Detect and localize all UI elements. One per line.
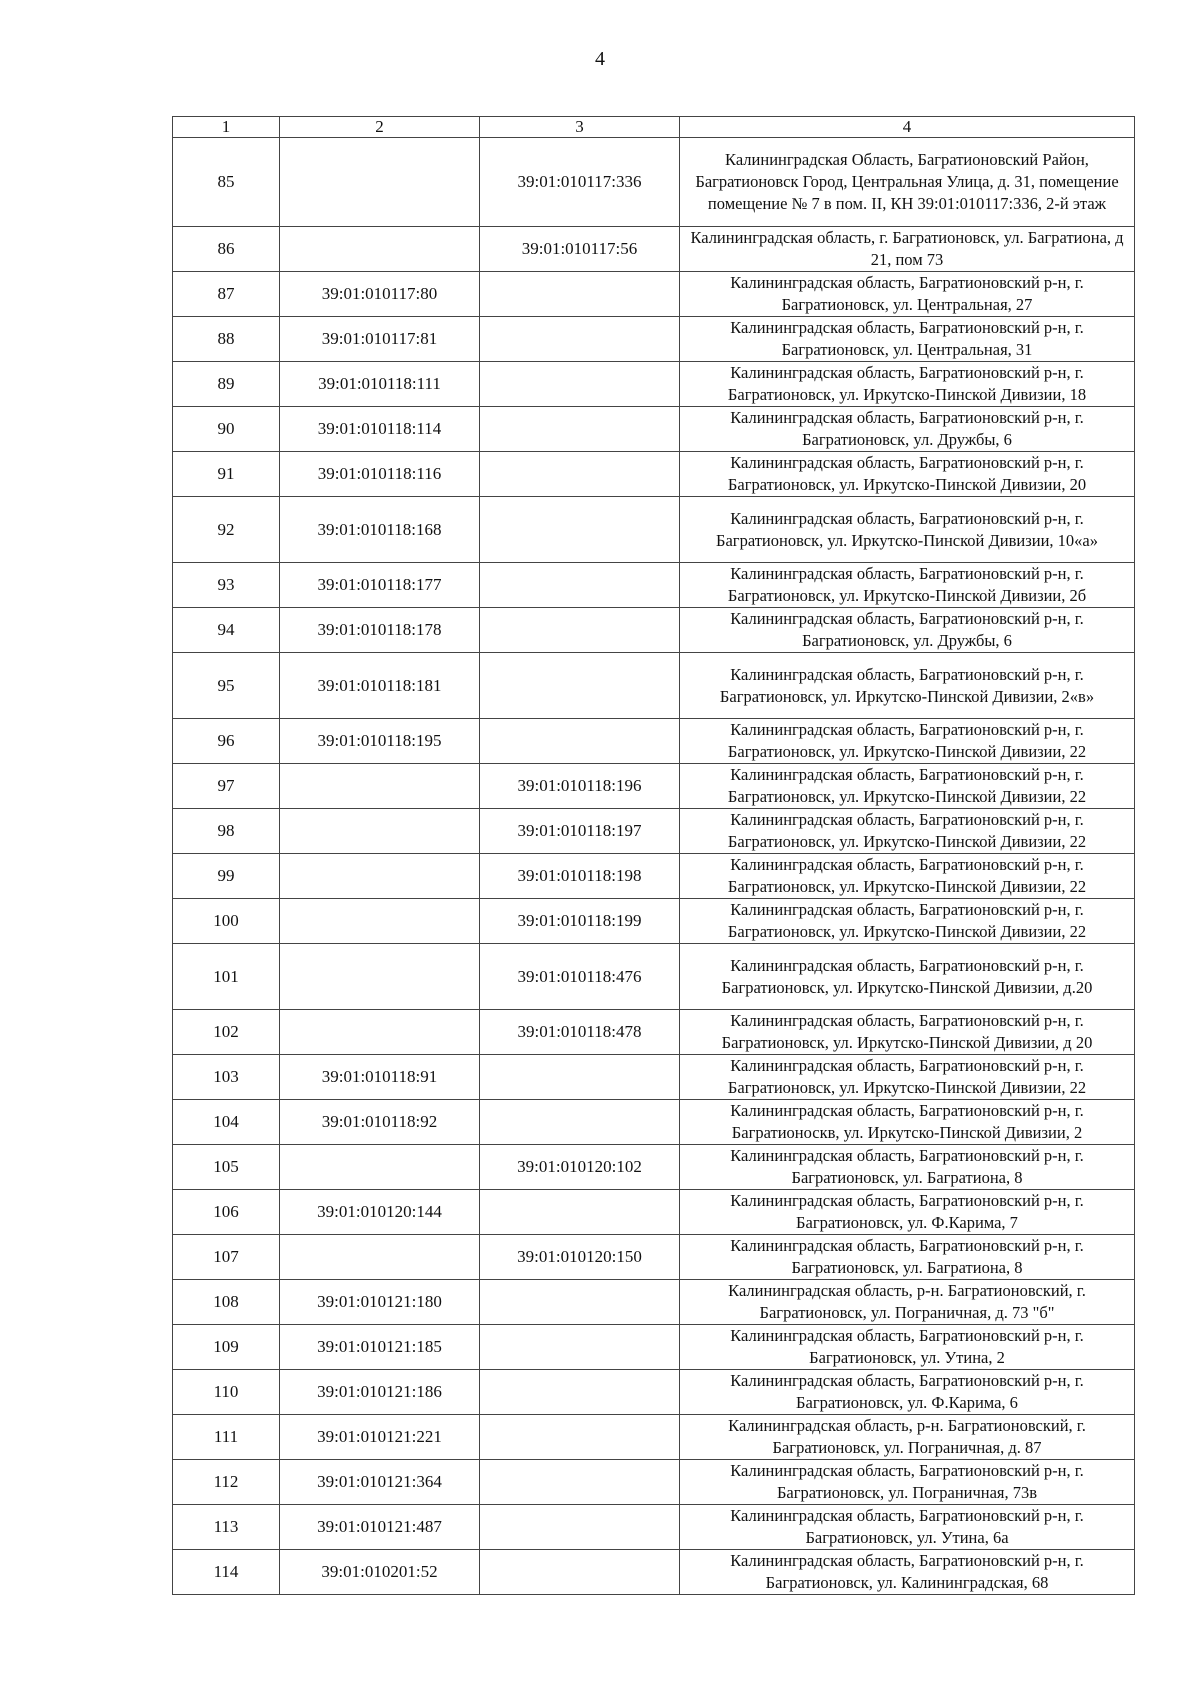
cadastral-number-cell	[480, 1370, 680, 1415]
table-row	[173, 497, 1135, 563]
cadastral-number-cell: 39:01:010117:80	[280, 272, 480, 317]
row-number-cell: 108	[173, 1280, 280, 1325]
cadastral-number-cell: 39:01:010118:92	[280, 1100, 480, 1145]
address-cell: Калининградская область, Багратионовский р-н, г. Багратионовск, ул. Иркутско-Пинской Дивизии, 20	[680, 452, 1135, 497]
cadastral-number-cell: 39:01:010118:198	[480, 854, 680, 899]
row-number-cell: 109	[173, 1325, 280, 1370]
cadastral-number-cell	[280, 138, 480, 227]
address-cell: Калининградская область, Багратионовский р-н, г. Багратионовск, ул. Иркутско-Пинской Дивизии, д.20	[680, 944, 1135, 1010]
table-row	[173, 1055, 1135, 1100]
cadastral-number-cell	[280, 854, 480, 899]
table-row	[173, 764, 1135, 809]
table-row	[173, 608, 1135, 653]
row-number-cell: 93	[173, 563, 280, 608]
cadastral-number-cell: 39:01:010118:114	[280, 407, 480, 452]
row-number-cell: 99	[173, 854, 280, 899]
row-number-cell: 89	[173, 362, 280, 407]
column-header: 2	[280, 117, 480, 138]
column-header: 3	[480, 117, 680, 138]
cadastral-number-cell: 39:01:010117:81	[280, 317, 480, 362]
cadastral-number-cell: 39:01:010117:336	[480, 138, 680, 227]
row-number-cell: 86	[173, 227, 280, 272]
cadastral-number-cell: 39:01:010120:102	[480, 1145, 680, 1190]
cadastral-number-cell	[480, 1055, 680, 1100]
table-row	[173, 1010, 1135, 1055]
address-cell: Калининградская область, Багратионовский р-н, г. Багратионовск, ул. Иркутско-Пинской Дивизии, 22	[680, 719, 1135, 764]
table-row	[173, 1415, 1135, 1460]
address-cell: Калининградская область, Багратионовский р-н, г. Багратионовск, ул. Иркутско-Пинской Дивизии, 2«в»	[680, 653, 1135, 719]
row-number-cell: 102	[173, 1010, 280, 1055]
row-number-cell: 94	[173, 608, 280, 653]
address-cell: Калининградская область, Багратионовский р-н, г. Багратионовск, ул. Иркутско-Пинской Дивизии, 18	[680, 362, 1135, 407]
cadastral-number-cell	[480, 608, 680, 653]
cadastral-number-cell: 39:01:010201:52	[280, 1550, 480, 1595]
address-cell: Калининградская область, Багратионовский р-н, г. Багратионовск, ул. Багратиона, 8	[680, 1235, 1135, 1280]
address-cell: Калининградская область, р-н. Багратионовский, г. Багратионовск, ул. Пограничная, д. 87	[680, 1415, 1135, 1460]
row-number-cell: 97	[173, 764, 280, 809]
row-number-cell: 100	[173, 899, 280, 944]
row-number-cell: 88	[173, 317, 280, 362]
cadastral-table	[172, 116, 1135, 1595]
cadastral-number-cell: 39:01:010121:221	[280, 1415, 480, 1460]
table-row	[173, 407, 1135, 452]
cadastral-number-cell	[480, 1550, 680, 1595]
table-row	[173, 854, 1135, 899]
cadastral-number-cell: 39:01:010118:478	[480, 1010, 680, 1055]
address-cell: Калининградская область, Багратионовский р-н, г. Багратионовск, ул. Иркутско-Пинской Дивизии, 22	[680, 1055, 1135, 1100]
row-number-cell: 114	[173, 1550, 280, 1595]
table-row	[173, 1235, 1135, 1280]
table-row	[173, 1280, 1135, 1325]
table-row	[173, 1145, 1135, 1190]
address-cell: Калининградская область, Багратионовский р-н, г. Багратионовск, ул. Дружбы, 6	[680, 608, 1135, 653]
cadastral-number-cell	[280, 809, 480, 854]
table-row	[173, 1190, 1135, 1235]
table-row	[173, 362, 1135, 407]
address-cell: Калининградская область, Багратионовский р-н, г. Багратионовск, ул. Ф.Карима, 7	[680, 1190, 1135, 1235]
address-cell: Калининградская область, Багратионовский р-н, г. Багратионовск, ул. Иркутско-Пинской Дивизии, 2б	[680, 563, 1135, 608]
cadastral-number-cell: 39:01:010118:168	[280, 497, 480, 563]
address-cell: Калининградская область, Багратионовский р-н, г. Багратионовск, ул. Иркутско-Пинской Дивизии, 22	[680, 854, 1135, 899]
address-cell: Калининградская область, Багратионовский р-н, г. Багратионоскв, ул. Иркутско-Пинской Дивизии, 2	[680, 1100, 1135, 1145]
cadastral-number-cell	[280, 944, 480, 1010]
row-number-cell: 85	[173, 138, 280, 227]
table-row	[173, 227, 1135, 272]
cadastral-number-cell	[280, 1235, 480, 1280]
row-number-cell: 95	[173, 653, 280, 719]
row-number-cell: 92	[173, 497, 280, 563]
cadastral-number-cell: 39:01:010121:180	[280, 1280, 480, 1325]
cadastral-number-cell: 39:01:010121:185	[280, 1325, 480, 1370]
cadastral-number-cell	[480, 653, 680, 719]
cadastral-number-cell: 39:01:010121:186	[280, 1370, 480, 1415]
row-number-cell: 96	[173, 719, 280, 764]
cadastral-number-cell	[480, 362, 680, 407]
row-number-cell: 103	[173, 1055, 280, 1100]
cadastral-number-cell	[480, 1280, 680, 1325]
row-number-cell: 111	[173, 1415, 280, 1460]
address-cell: Калининградская область, Багратионовский р-н, г. Багратионовск, ул. Иркутско-Пинской Дивизии, 22	[680, 899, 1135, 944]
row-number-cell: 110	[173, 1370, 280, 1415]
column-header: 4	[680, 117, 1135, 138]
cadastral-number-cell: 39:01:010118:195	[280, 719, 480, 764]
row-number-cell: 104	[173, 1100, 280, 1145]
cadastral-number-cell: 39:01:010118:196	[480, 764, 680, 809]
row-number-cell: 107	[173, 1235, 280, 1280]
address-cell: Калининградская область, Багратионовский р-н, г. Багратионовск, ул. Утина, 6а	[680, 1505, 1135, 1550]
row-number-cell: 90	[173, 407, 280, 452]
cadastral-number-cell: 39:01:010120:144	[280, 1190, 480, 1235]
cadastral-number-cell	[480, 272, 680, 317]
table-row	[173, 1100, 1135, 1145]
table-row	[173, 138, 1135, 227]
table-row	[173, 1370, 1135, 1415]
cadastral-number-cell: 39:01:010118:177	[280, 563, 480, 608]
cadastral-number-cell	[480, 1505, 680, 1550]
cadastral-number-cell	[480, 719, 680, 764]
cadastral-number-cell: 39:01:010118:476	[480, 944, 680, 1010]
cadastral-number-cell: 39:01:010118:116	[280, 452, 480, 497]
cadastral-number-cell: 39:01:010118:178	[280, 608, 480, 653]
table-header-row	[173, 117, 1135, 138]
row-number-cell: 106	[173, 1190, 280, 1235]
cadastral-number-cell	[280, 1145, 480, 1190]
cadastral-number-cell: 39:01:010118:111	[280, 362, 480, 407]
cadastral-number-cell	[480, 1415, 680, 1460]
cadastral-number-cell	[480, 1190, 680, 1235]
cadastral-number-cell: 39:01:010121:487	[280, 1505, 480, 1550]
cadastral-number-cell	[280, 1010, 480, 1055]
cadastral-number-cell: 39:01:010121:364	[280, 1460, 480, 1505]
address-cell: Калининградская область, Багратионовский р-н, г. Багратионовск, ул. Иркутско-Пинской Дивизии, 22	[680, 764, 1135, 809]
cadastral-number-cell: 39:01:010117:56	[480, 227, 680, 272]
address-cell: Калининградская область, Багратионовский р-н, г. Багратионовск, ул. Ф.Карима, 6	[680, 1370, 1135, 1415]
row-number-cell: 105	[173, 1145, 280, 1190]
table-row	[173, 1550, 1135, 1595]
cadastral-number-cell	[480, 317, 680, 362]
page-number: 4	[595, 48, 605, 70]
table-row	[173, 563, 1135, 608]
table-row	[173, 1460, 1135, 1505]
table-row	[173, 653, 1135, 719]
address-cell: Калининградская область, Багратионовский р-н, г. Багратионовск, ул. Утина, 2	[680, 1325, 1135, 1370]
cadastral-number-cell	[480, 1325, 680, 1370]
row-number-cell: 112	[173, 1460, 280, 1505]
table-row	[173, 452, 1135, 497]
cadastral-number-cell: 39:01:010118:91	[280, 1055, 480, 1100]
cadastral-number-cell	[480, 1100, 680, 1145]
cadastral-number-cell	[480, 563, 680, 608]
row-number-cell: 101	[173, 944, 280, 1010]
table-row	[173, 899, 1135, 944]
cadastral-number-cell: 39:01:010118:199	[480, 899, 680, 944]
address-cell: Калининградская область, Багратионовский р-н, г. Багратионовск, ул. Центральная, 31	[680, 317, 1135, 362]
address-cell: Калининградская область, Багратионовский р-н, г. Багратионовск, ул. Центральная, 27	[680, 272, 1135, 317]
address-cell: Калининградская область, р-н. Багратионовский, г. Багратионовск, ул. Пограничная, д. 73 "б"	[680, 1280, 1135, 1325]
row-number-cell: 113	[173, 1505, 280, 1550]
address-cell: Калининградская область, Багратионовский р-н, г. Багратионовск, ул. Иркутско-Пинской Дивизии, 10«а»	[680, 497, 1135, 563]
cadastral-number-cell	[280, 764, 480, 809]
address-cell: Калининградская область, Багратионовский р-н, г. Багратионовск, ул. Калининградская, 68	[680, 1550, 1135, 1595]
address-cell: Калининградская Область, Багратионовский Район, Багратионовск Город, Центральная Улица, д. 31, помещение помещение № 7 в пом. II, КН 39:01:010117:336, 2-й этаж	[680, 138, 1135, 227]
address-cell: Калининградская область, г. Багратионовск, ул. Багратиона, д 21, пом 73	[680, 227, 1135, 272]
table-row	[173, 1325, 1135, 1370]
table-row	[173, 944, 1135, 1010]
cadastral-number-cell	[480, 407, 680, 452]
address-cell: Калининградская область, Багратионовский р-н, г. Багратионовск, ул. Иркутско-Пинской Дивизии, д 20	[680, 1010, 1135, 1055]
table-row	[173, 272, 1135, 317]
address-cell: Калининградская область, Багратионовский р-н, г. Багратионовск, ул. Багратиона, 8	[680, 1145, 1135, 1190]
row-number-cell: 98	[173, 809, 280, 854]
cadastral-number-cell	[480, 452, 680, 497]
row-number-cell: 91	[173, 452, 280, 497]
row-number-cell: 87	[173, 272, 280, 317]
table-row	[173, 719, 1135, 764]
address-cell: Калининградская область, Багратионовский р-н, г. Багратионовск, ул. Пограничная, 73в	[680, 1460, 1135, 1505]
column-header: 1	[173, 117, 280, 138]
cadastral-number-cell: 39:01:010120:150	[480, 1235, 680, 1280]
cadastral-number-cell	[280, 227, 480, 272]
table-row	[173, 317, 1135, 362]
table-row	[173, 809, 1135, 854]
address-cell: Калининградская область, Багратионовский р-н, г. Багратионовск, ул. Дружбы, 6	[680, 407, 1135, 452]
cadastral-number-cell: 39:01:010118:197	[480, 809, 680, 854]
cadastral-number-cell: 39:01:010118:181	[280, 653, 480, 719]
table-row	[173, 1505, 1135, 1550]
address-cell: Калининградская область, Багратионовский р-н, г. Багратионовск, ул. Иркутско-Пинской Дивизии, 22	[680, 809, 1135, 854]
cadastral-number-cell	[280, 899, 480, 944]
cadastral-number-cell	[480, 497, 680, 563]
cadastral-number-cell	[480, 1460, 680, 1505]
